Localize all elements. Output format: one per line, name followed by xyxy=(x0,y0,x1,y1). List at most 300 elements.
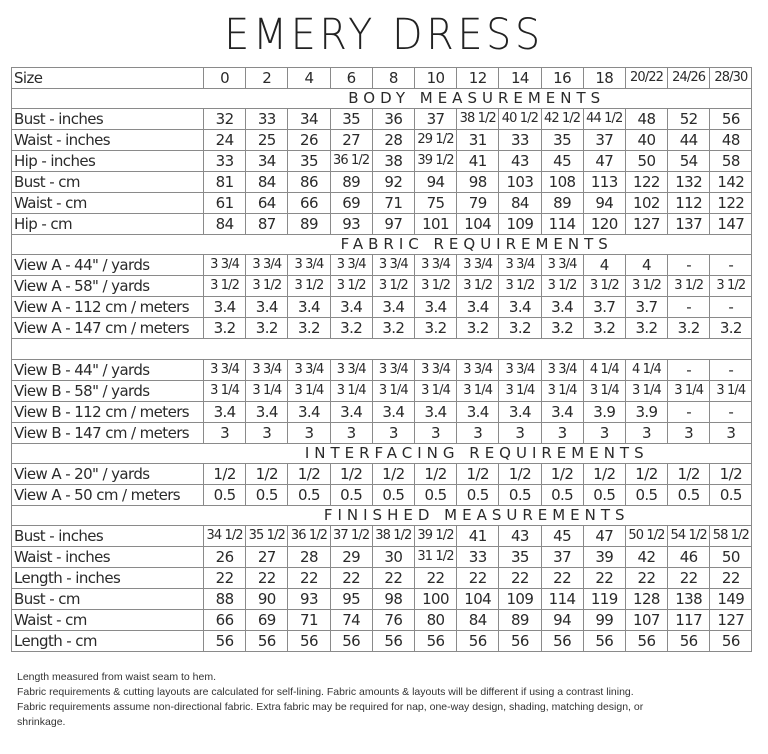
section-heading-row xyxy=(12,506,752,526)
table-cell: 81 xyxy=(204,172,246,193)
table-cell: 79 xyxy=(457,193,499,214)
table-row xyxy=(12,568,752,589)
table-cell: 1/2 xyxy=(499,464,541,485)
table-cell: 39 xyxy=(583,547,625,568)
row-label: View A - 112 cm / meters xyxy=(12,297,204,318)
row-label: Waist - cm xyxy=(12,610,204,631)
size-column-header: 8 xyxy=(372,68,414,89)
table-cell: 3.4 xyxy=(372,297,414,318)
table-row xyxy=(12,130,752,151)
table-cell: 89 xyxy=(499,610,541,631)
table-cell: 3.4 xyxy=(457,402,499,423)
table-cell: 36 1/2 xyxy=(330,151,372,172)
table-cell: 0.5 xyxy=(710,485,752,506)
table-cell: 3 3/4 xyxy=(499,360,541,381)
row-label: Waist - inches xyxy=(12,547,204,568)
table-cell: 3.4 xyxy=(414,297,456,318)
table-cell: 89 xyxy=(541,193,583,214)
table-cell: 0.5 xyxy=(246,485,288,506)
table-cell: 3.9 xyxy=(583,402,625,423)
row-label: Length - inches xyxy=(12,568,204,589)
row-label: Length - cm xyxy=(12,631,204,652)
table-cell: 138 xyxy=(668,589,710,610)
table-cell: 71 xyxy=(372,193,414,214)
table-cell: 95 xyxy=(330,589,372,610)
table-cell: 97 xyxy=(372,214,414,235)
table-cell: 31 xyxy=(457,130,499,151)
section-heading: FINISHED MEASUREMENTS xyxy=(12,506,752,526)
table-cell: 3 1/2 xyxy=(499,276,541,297)
table-cell: 1/2 xyxy=(457,464,499,485)
table-cell: 3.4 xyxy=(499,402,541,423)
size-column-header: 24/26 xyxy=(668,68,710,89)
table-cell: 122 xyxy=(710,193,752,214)
table-cell: 92 xyxy=(372,172,414,193)
table-cell: 3.4 xyxy=(372,402,414,423)
table-cell: - xyxy=(668,297,710,318)
table-cell: 22 xyxy=(583,568,625,589)
table-cell: 48 xyxy=(710,130,752,151)
table-cell: 3.2 xyxy=(583,318,625,339)
table-row xyxy=(12,526,752,547)
table-cell: 28 xyxy=(372,130,414,151)
row-label: Bust - inches xyxy=(12,526,204,547)
size-column-header: 20/22 xyxy=(625,68,667,89)
section-heading: FABRIC REQUIREMENTS xyxy=(12,235,752,255)
table-cell: 3 1/4 xyxy=(457,381,499,402)
table-row xyxy=(12,381,752,402)
table-cell: 3 1/2 xyxy=(583,276,625,297)
table-cell: 1/2 xyxy=(372,464,414,485)
table-cell: 3 xyxy=(710,423,752,444)
table-cell: 3.4 xyxy=(330,402,372,423)
table-cell: 0.5 xyxy=(204,485,246,506)
table-cell: 114 xyxy=(541,589,583,610)
table-cell: 27 xyxy=(246,547,288,568)
section-heading-row xyxy=(12,444,752,464)
table-cell: 90 xyxy=(246,589,288,610)
table-cell: 142 xyxy=(710,172,752,193)
row-label: View A - 50 cm / meters xyxy=(12,485,204,506)
table-cell: 3 1/4 xyxy=(330,381,372,402)
row-label: Bust - cm xyxy=(12,589,204,610)
table-cell: 3.4 xyxy=(541,402,583,423)
table-cell: 58 1/2 xyxy=(710,526,752,547)
table-cell: 108 xyxy=(541,172,583,193)
table-cell: 1/2 xyxy=(668,464,710,485)
table-cell: 1/2 xyxy=(710,464,752,485)
table-cell: 3.2 xyxy=(499,318,541,339)
table-cell: 0.5 xyxy=(372,485,414,506)
table-cell: 3 1/2 xyxy=(668,276,710,297)
page-title: EMERY DRESS xyxy=(224,10,544,60)
table-cell: 98 xyxy=(457,172,499,193)
table-cell: 101 xyxy=(414,214,456,235)
table-cell: 1/2 xyxy=(414,464,456,485)
table-cell: 3 3/4 xyxy=(288,255,330,276)
table-cell: 26 xyxy=(288,130,330,151)
table-cell: 29 1/2 xyxy=(414,130,456,151)
table-cell: 84 xyxy=(246,172,288,193)
table-cell: 22 xyxy=(710,568,752,589)
table-cell: 3 3/4 xyxy=(414,360,456,381)
row-label: View A - 44" / yards xyxy=(12,255,204,276)
table-cell: 35 1/2 xyxy=(246,526,288,547)
note-non-directional-cont: shrinkage. xyxy=(17,716,66,728)
table-cell: 22 xyxy=(668,568,710,589)
table-cell: 37 xyxy=(583,130,625,151)
table-cell: 3.2 xyxy=(457,318,499,339)
row-label: View B - 112 cm / meters xyxy=(12,402,204,423)
table-cell: 3 3/4 xyxy=(246,255,288,276)
table-cell: 3 1/2 xyxy=(204,276,246,297)
table-cell: 94 xyxy=(541,610,583,631)
table-cell: 50 xyxy=(710,547,752,568)
row-label: Waist - cm xyxy=(12,193,204,214)
table-cell: 28 xyxy=(288,547,330,568)
size-column-header: 12 xyxy=(457,68,499,89)
table-cell: 3.4 xyxy=(246,297,288,318)
table-cell: 52 xyxy=(668,109,710,130)
table-cell: 3 1/2 xyxy=(288,276,330,297)
table-cell: 3 xyxy=(668,423,710,444)
table-cell: 22 xyxy=(457,568,499,589)
table-cell: 3 3/4 xyxy=(330,255,372,276)
table-cell: 94 xyxy=(583,193,625,214)
table-cell: 56 xyxy=(414,631,456,652)
table-cell: 56 xyxy=(541,631,583,652)
table-cell: 3 1/2 xyxy=(414,276,456,297)
table-cell: 47 xyxy=(583,151,625,172)
size-chart-table xyxy=(11,67,752,652)
table-cell: 3.9 xyxy=(625,402,667,423)
table-cell: 114 xyxy=(541,214,583,235)
table-cell: 37 xyxy=(414,109,456,130)
table-cell: 76 xyxy=(372,610,414,631)
table-cell: 22 xyxy=(541,568,583,589)
table-cell: 3.2 xyxy=(288,318,330,339)
note-self-lining: Fabric requirements & cutting layouts are calculated for self-lining. Fabric amounts & layouts will be different if using a contrast lining. xyxy=(17,686,634,698)
table-cell: 93 xyxy=(330,214,372,235)
table-cell: 127 xyxy=(625,214,667,235)
table-row xyxy=(12,214,752,235)
table-cell: 22 xyxy=(499,568,541,589)
size-column-header: 4 xyxy=(288,68,330,89)
table-cell: 3 3/4 xyxy=(246,360,288,381)
table-cell: 33 xyxy=(457,547,499,568)
table-cell: 36 xyxy=(372,109,414,130)
table-cell: 1/2 xyxy=(288,464,330,485)
table-cell: 3 3/4 xyxy=(499,255,541,276)
table-cell: 56 xyxy=(583,631,625,652)
table-cell: 3 xyxy=(625,423,667,444)
table-cell: 34 1/2 xyxy=(204,526,246,547)
table-cell: 109 xyxy=(499,589,541,610)
table-cell: 26 xyxy=(204,547,246,568)
table-row xyxy=(12,547,752,568)
table-cell: 56 xyxy=(372,631,414,652)
table-cell: 56 xyxy=(668,631,710,652)
table-cell: 122 xyxy=(625,172,667,193)
table-cell: 47 xyxy=(583,526,625,547)
table-cell: 3 1/4 xyxy=(372,381,414,402)
table-cell: 149 xyxy=(710,589,752,610)
table-cell: 137 xyxy=(668,214,710,235)
table-cell: 61 xyxy=(204,193,246,214)
table-cell: 56 xyxy=(710,109,752,130)
table-cell: 3.2 xyxy=(625,318,667,339)
table-cell: 44 xyxy=(668,130,710,151)
table-cell: 44 1/2 xyxy=(583,109,625,130)
table-cell: 3.4 xyxy=(288,402,330,423)
table-cell: 120 xyxy=(583,214,625,235)
table-cell: 3.4 xyxy=(204,297,246,318)
table-cell: 113 xyxy=(583,172,625,193)
table-cell: 3 xyxy=(372,423,414,444)
table-cell: 3.4 xyxy=(541,297,583,318)
table-cell: 3.7 xyxy=(625,297,667,318)
table-cell: 3.4 xyxy=(204,402,246,423)
table-cell: 87 xyxy=(246,214,288,235)
table-cell: 3 3/4 xyxy=(372,255,414,276)
table-cell: 3 1/4 xyxy=(414,381,456,402)
table-cell: 33 xyxy=(204,151,246,172)
table-cell: 41 xyxy=(457,526,499,547)
table-cell: 3 3/4 xyxy=(288,360,330,381)
row-label: Bust - cm xyxy=(12,172,204,193)
size-column-header: 10 xyxy=(414,68,456,89)
table-row xyxy=(12,193,752,214)
table-row xyxy=(12,610,752,631)
table-cell: 3.2 xyxy=(372,318,414,339)
table-cell: 37 xyxy=(541,547,583,568)
table-cell: 3.4 xyxy=(246,402,288,423)
table-cell: 22 xyxy=(414,568,456,589)
table-cell: 27 xyxy=(330,130,372,151)
table-cell: 132 xyxy=(668,172,710,193)
row-label: Hip - cm xyxy=(12,214,204,235)
table-cell: 50 xyxy=(625,151,667,172)
table-cell: 42 1/2 xyxy=(541,109,583,130)
table-row xyxy=(12,151,752,172)
table-cell: 31 1/2 xyxy=(414,547,456,568)
table-cell: 38 xyxy=(372,151,414,172)
table-cell: 40 1/2 xyxy=(499,109,541,130)
table-row xyxy=(12,464,752,485)
table-cell: 84 xyxy=(204,214,246,235)
table-cell: 22 xyxy=(288,568,330,589)
table-cell: 3.2 xyxy=(710,318,752,339)
table-cell: 3 xyxy=(288,423,330,444)
table-cell: 37 1/2 xyxy=(330,526,372,547)
table-cell: 22 xyxy=(246,568,288,589)
table-cell: 22 xyxy=(330,568,372,589)
table-cell: 3 3/4 xyxy=(330,360,372,381)
table-cell: 107 xyxy=(625,610,667,631)
table-cell: 103 xyxy=(499,172,541,193)
table-cell: 86 xyxy=(288,172,330,193)
table-cell: 69 xyxy=(246,610,288,631)
table-cell: 29 xyxy=(330,547,372,568)
table-cell: 71 xyxy=(288,610,330,631)
table-cell: 3 1/4 xyxy=(204,381,246,402)
table-cell: 1/2 xyxy=(625,464,667,485)
table-cell: 104 xyxy=(457,214,499,235)
table-cell: 98 xyxy=(372,589,414,610)
table-cell: 4 1/4 xyxy=(625,360,667,381)
row-label: Bust - inches xyxy=(12,109,204,130)
table-cell: 89 xyxy=(288,214,330,235)
table-cell: 3 1/4 xyxy=(625,381,667,402)
row-label: View B - 147 cm / meters xyxy=(12,423,204,444)
table-cell: 112 xyxy=(668,193,710,214)
table-cell: 3 3/4 xyxy=(541,360,583,381)
table-cell: 40 xyxy=(625,130,667,151)
table-cell: 35 xyxy=(499,547,541,568)
table-cell: 56 xyxy=(457,631,499,652)
table-cell: 109 xyxy=(499,214,541,235)
table-cell: 3.4 xyxy=(288,297,330,318)
table-row xyxy=(12,631,752,652)
table-cell: 1/2 xyxy=(583,464,625,485)
table-cell: 3.2 xyxy=(330,318,372,339)
table-cell: 117 xyxy=(668,610,710,631)
table-cell: 3 1/2 xyxy=(330,276,372,297)
table-cell: 36 1/2 xyxy=(288,526,330,547)
size-label: Size xyxy=(12,68,204,89)
table-cell: - xyxy=(668,255,710,276)
table-cell: 4 1/4 xyxy=(583,360,625,381)
table-row xyxy=(12,276,752,297)
table-cell: 64 xyxy=(246,193,288,214)
table-cell: 35 xyxy=(330,109,372,130)
table-cell: 3 3/4 xyxy=(541,255,583,276)
table-cell: 3 xyxy=(246,423,288,444)
table-cell: 46 xyxy=(668,547,710,568)
table-cell: 3 1/4 xyxy=(499,381,541,402)
table-cell: - xyxy=(668,360,710,381)
size-column-header: 2 xyxy=(246,68,288,89)
row-label: View A - 147 cm / meters xyxy=(12,318,204,339)
table-cell: 89 xyxy=(330,172,372,193)
table-cell: 3 3/4 xyxy=(204,360,246,381)
table-row xyxy=(12,318,752,339)
table-cell: 3.4 xyxy=(457,297,499,318)
table-cell: 3 1/2 xyxy=(457,276,499,297)
table-cell: 35 xyxy=(541,130,583,151)
table-cell: 25 xyxy=(246,130,288,151)
table-cell: 39 1/2 xyxy=(414,526,456,547)
row-label: View B - 44" / yards xyxy=(12,360,204,381)
table-cell: 3 1/4 xyxy=(668,381,710,402)
table-cell: 66 xyxy=(288,193,330,214)
table-cell: 75 xyxy=(414,193,456,214)
table-cell: 3.2 xyxy=(668,318,710,339)
table-cell: 3.2 xyxy=(204,318,246,339)
table-cell: 0.5 xyxy=(330,485,372,506)
size-column-header: 0 xyxy=(204,68,246,89)
table-cell: 3.2 xyxy=(246,318,288,339)
table-cell: 50 1/2 xyxy=(625,526,667,547)
table-cell: 102 xyxy=(625,193,667,214)
table-cell: 3 1/4 xyxy=(583,381,625,402)
table-cell: 3 xyxy=(583,423,625,444)
table-cell: 88 xyxy=(204,589,246,610)
note-non-directional: Fabric requirements assume non-directional fabric. Extra fabric may be required for nap, one-way design, shading, matching design, or xyxy=(17,701,644,713)
table-cell: 56 xyxy=(204,631,246,652)
table-cell: 56 xyxy=(499,631,541,652)
table-cell: 119 xyxy=(583,589,625,610)
table-cell: 3 3/4 xyxy=(204,255,246,276)
table-cell: 3 3/4 xyxy=(457,255,499,276)
table-cell: 1/2 xyxy=(204,464,246,485)
table-cell: 3 3/4 xyxy=(372,360,414,381)
table-cell: 66 xyxy=(204,610,246,631)
table-cell: 3 3/4 xyxy=(414,255,456,276)
table-cell: 56 xyxy=(330,631,372,652)
section-heading-row xyxy=(12,89,752,109)
table-cell: 3 1/4 xyxy=(710,381,752,402)
size-column-header: 16 xyxy=(541,68,583,89)
row-label: View B - 58" / yards xyxy=(12,381,204,402)
spacer-row xyxy=(12,339,752,360)
table-cell: 58 xyxy=(710,151,752,172)
note-length: Length measured from waist seam to hem. xyxy=(17,671,217,683)
table-cell: 4 xyxy=(625,255,667,276)
table-cell: 34 xyxy=(246,151,288,172)
table-row xyxy=(12,255,752,276)
table-cell: 3.4 xyxy=(499,297,541,318)
table-cell: 56 xyxy=(246,631,288,652)
table-cell: 39 1/2 xyxy=(414,151,456,172)
table-cell: 147 xyxy=(710,214,752,235)
table-cell: 24 xyxy=(204,130,246,151)
table-cell: 1/2 xyxy=(246,464,288,485)
table-cell: 100 xyxy=(414,589,456,610)
table-cell: 54 xyxy=(668,151,710,172)
table-cell: - xyxy=(710,255,752,276)
table-cell: 1/2 xyxy=(330,464,372,485)
table-cell: 33 xyxy=(246,109,288,130)
table-row xyxy=(12,485,752,506)
table-cell: 104 xyxy=(457,589,499,610)
table-cell: - xyxy=(710,297,752,318)
table-cell: 74 xyxy=(330,610,372,631)
table-cell: 84 xyxy=(499,193,541,214)
table-cell: 3 xyxy=(499,423,541,444)
table-cell: 0.5 xyxy=(499,485,541,506)
section-heading: BODY MEASUREMENTS xyxy=(12,89,752,109)
table-cell: 0.5 xyxy=(457,485,499,506)
table-cell: 3 xyxy=(457,423,499,444)
table-cell: 3 1/4 xyxy=(246,381,288,402)
table-cell: 3 xyxy=(330,423,372,444)
table-cell: 48 xyxy=(625,109,667,130)
table-cell: 3 xyxy=(541,423,583,444)
table-cell: 43 xyxy=(499,526,541,547)
table-row xyxy=(12,109,752,130)
table-cell: 3 1/2 xyxy=(710,276,752,297)
table-cell: 3 1/2 xyxy=(541,276,583,297)
table-cell: 84 xyxy=(457,610,499,631)
table-cell: 3.7 xyxy=(583,297,625,318)
table-cell: 3 xyxy=(204,423,246,444)
table-cell: 0.5 xyxy=(288,485,330,506)
table-cell: 3 1/2 xyxy=(246,276,288,297)
row-label: Waist - inches xyxy=(12,130,204,151)
row-label: View A - 58" / yards xyxy=(12,276,204,297)
spacer-cell xyxy=(12,339,752,360)
